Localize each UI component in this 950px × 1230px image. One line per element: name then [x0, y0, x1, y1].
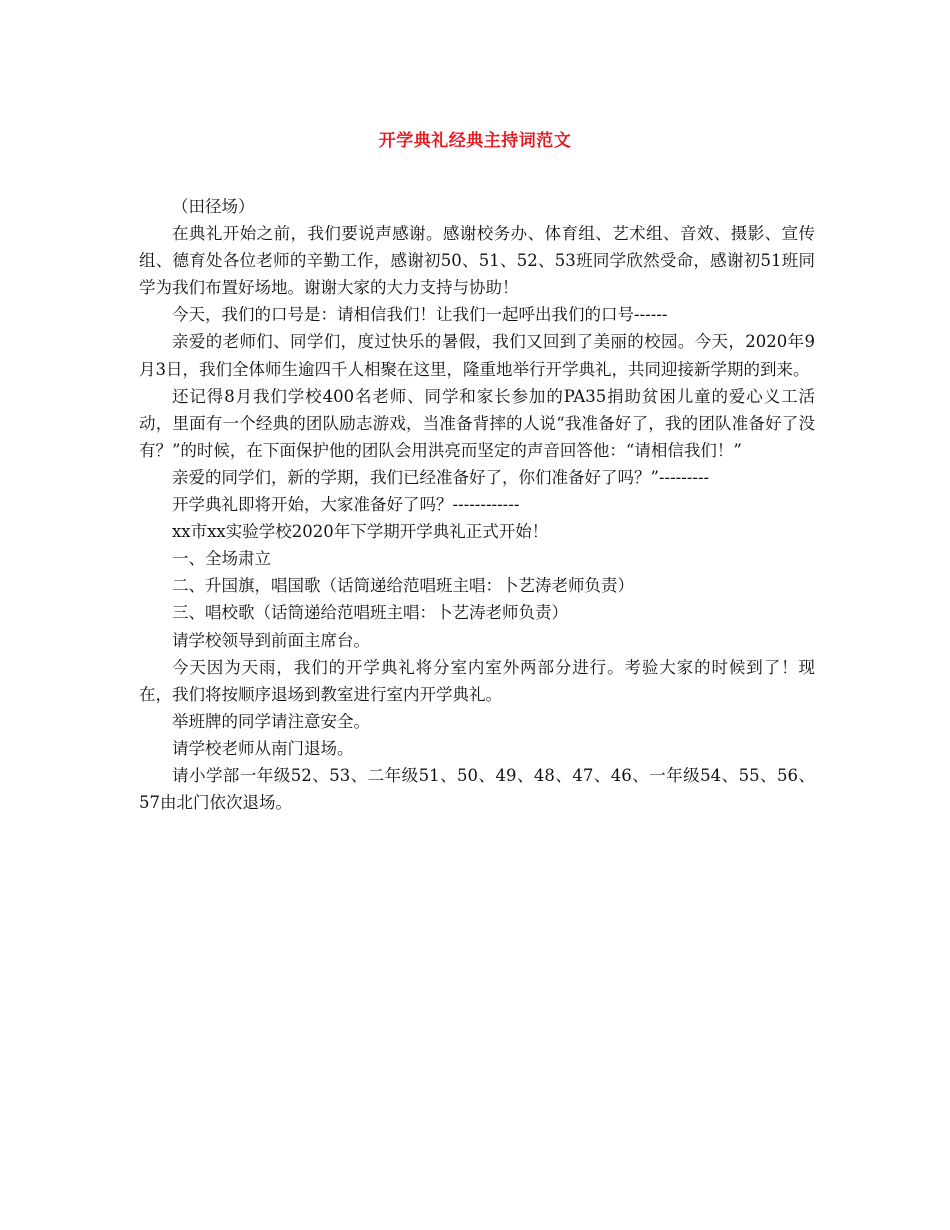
paragraph-official-start: xx市xx实验学校2020年下学期开学典礼正式开始！ — [172, 522, 549, 542]
paragraph-ready-question: 亲爱的同学们，新的学期，我们已经准备好了，你们准备好了吗？”--------- — [172, 467, 710, 487]
agenda-item-1: 一、全场肃立 — [172, 549, 271, 569]
paragraph-slogan: 今天，我们的口号是：请相信我们！让我们一起呼出我们的口号------ — [172, 305, 668, 325]
paragraph-thanks: 在典礼开始之前，我们要说声感谢。感谢校务办、体育组、艺术组、音效、摄影、宣传组、德育处各位老师的辛勤工作，感谢初50、51、52、53班同学欣然受命，感谢初51班同学为我们布置好场地。谢谢大家的大力支持与协助！ — [139, 224, 815, 298]
document-title: 开学典礼经典主持词范文 — [378, 131, 572, 151]
paragraph-safety: 举班牌的同学请注意安全。 — [172, 711, 370, 731]
agenda-item-2: 二、升国旗，唱国歌（话筒递给范唱班主唱：卜艺涛老师负责） — [172, 576, 634, 596]
paragraph-greeting: 亲爱的老师们、同学们，度过快乐的暑假，我们又回到了美丽的校园。今天，2020年9月3日，我们全体师生逾四千人相聚在这里，隆重地举行开学典礼，共同迎接新学期的到来。 — [139, 332, 815, 379]
paragraph-leaders: 请学校领导到前面主席台。 — [172, 630, 370, 650]
paragraph-teachers-exit: 请学校老师从南门退场。 — [172, 738, 354, 758]
paragraph-memory: 还记得8月我们学校400名老师、同学和家长参加的PA35捐助贫困儿童的爱心义工活动，里面有一个经典的团队励志游戏，当准备背摔的人说“我准备好了，我的团队准备好了没有？”的时候，在下面保护他的团队会用洪亮而坚定的声音回答他：“请相信我们！” — [139, 386, 815, 460]
document-body — [139, 193, 815, 816]
paragraph-ceremony-start: 开学典礼即将开始，大家准备好了吗？------------ — [172, 495, 520, 515]
paragraph-venue: （田径场） — [172, 197, 255, 216]
paragraph-rain: 今天因为天雨，我们的开学典礼将分室内室外两部分进行。考验大家的时候到了！现在，我们将按顺序退场到教室进行室内开学典礼。 — [139, 657, 815, 704]
agenda-item-3: 三、唱校歌（话筒递给范唱班主唱：卜艺涛老师负责） — [172, 603, 568, 623]
paragraph-classes-exit: 请小学部一年级52、53、二年级51、50、49、48、47、46、一年级54、55、56、57由北门依次退场。 — [139, 765, 815, 813]
